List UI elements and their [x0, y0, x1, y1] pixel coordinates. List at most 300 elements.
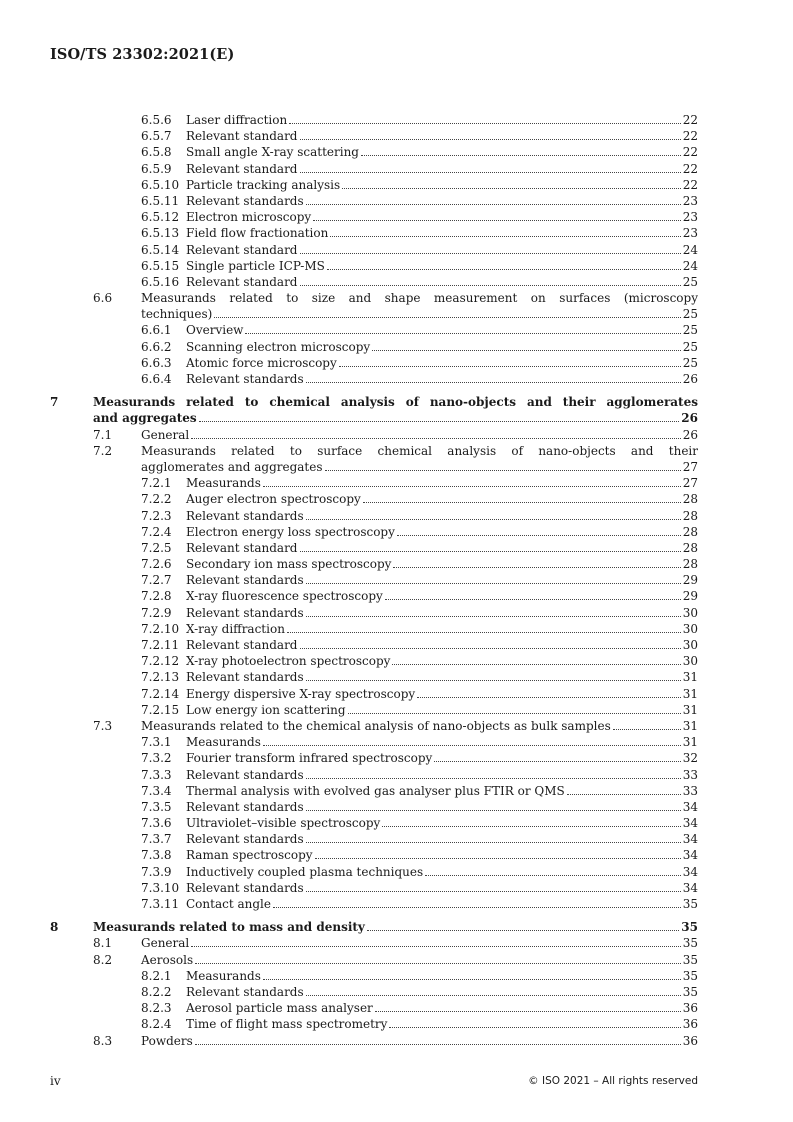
toc-entry-text — [186, 475, 698, 491]
toc-entry-title: Measurands related to the chemical analysis of nano-objects as bulk samples — [141, 718, 611, 733]
toc-entry[interactable] — [50, 258, 698, 274]
toc-entry[interactable] — [50, 556, 698, 572]
toc-entry-number: 7.2.11 — [141, 638, 180, 653]
toc-entry-title-line2: agglomerates and aggregates — [141, 459, 323, 474]
toc-entry-number: 6.6.2 — [141, 339, 172, 354]
toc-entry-title: Relevant standards — [186, 573, 304, 588]
toc-entry-text — [186, 984, 698, 1000]
toc-entry-number: 7 — [50, 395, 59, 410]
toc-entry-page: 22 — [682, 177, 698, 192]
toc-entry-page: 33 — [682, 767, 698, 782]
toc-entry-text — [186, 322, 698, 338]
toc-entry[interactable] — [50, 491, 698, 507]
toc-entry-page: 25 — [682, 339, 698, 354]
toc-entry-page: 24 — [682, 242, 698, 257]
toc-entry-page: 26 — [681, 411, 698, 426]
toc-entry-text — [186, 572, 698, 588]
toc-entry[interactable] — [50, 112, 698, 128]
toc-entry-page: 31 — [682, 670, 698, 685]
toc-entry-text — [186, 686, 698, 702]
toc-entry-number: 6.6.1 — [141, 323, 172, 338]
toc-entry-title: Measurands — [186, 476, 261, 491]
toc-entry-number: 7.3.3 — [141, 767, 172, 782]
toc-entry-page: 25 — [682, 307, 698, 322]
toc-entry-number: 7.2.5 — [141, 540, 172, 555]
toc-entry-number: 6.6 — [93, 291, 113, 306]
toc-entry-text — [186, 225, 698, 241]
toc-entry-text — [186, 637, 698, 653]
table-of-contents — [50, 112, 698, 1049]
dot-leader — [306, 616, 681, 617]
dot-leader — [300, 253, 681, 254]
toc-entry[interactable] — [50, 686, 698, 702]
dot-leader — [375, 1011, 681, 1012]
toc-entry-number: 6.5.12 — [141, 210, 180, 225]
toc-entry-title-line1: Measurands related to size and shape measurement on surfaces (microscopy — [141, 291, 698, 306]
toc-entry-page: 23 — [682, 226, 698, 241]
toc-entry-text — [186, 669, 698, 685]
toc-entry[interactable] — [50, 161, 698, 177]
toc-entry-title: Relevant standard — [186, 161, 298, 176]
toc-entry-title: Aerosols — [141, 952, 194, 967]
toc-entry-title: Relevant standard — [186, 274, 298, 289]
toc-entry-text — [141, 1033, 698, 1049]
toc-entry-title: Ultraviolet–visible spectroscopy — [186, 816, 381, 831]
dot-leader — [389, 1027, 680, 1028]
dot-leader — [195, 1044, 681, 1045]
toc-entry-text — [141, 935, 698, 951]
toc-entry-number: 7.2.10 — [141, 621, 180, 636]
dot-leader — [245, 333, 680, 334]
toc-entry-title-line1: Measurands related to surface chemical analysis of nano-objects and their — [141, 443, 698, 458]
dot-leader — [214, 317, 680, 318]
toc-entry-title: Relevant standards — [186, 767, 304, 782]
toc-entry[interactable] — [50, 718, 698, 734]
toc-entry-number: 6.5.8 — [141, 145, 172, 160]
toc-entry-page: 30 — [682, 638, 698, 653]
toc-entry-page: 35 — [681, 920, 698, 935]
toc-entry-title: General — [141, 427, 190, 442]
toc-entry-title: Relevant standards — [186, 193, 304, 208]
toc-entry-text — [186, 508, 698, 524]
toc-entry-number: 7.2.14 — [141, 686, 180, 701]
toc-entry-number: 7.2.15 — [141, 702, 180, 717]
toc-entry-title: Relevant standard — [186, 540, 298, 555]
toc-entry-text — [186, 112, 698, 128]
toc-entry-title-line1: Measurands related to chemical analysis of nano-objects and their agglomerates — [93, 395, 698, 410]
dot-leader — [306, 842, 681, 843]
toc-entry-page: 32 — [682, 751, 698, 766]
toc-entry[interactable] — [50, 274, 698, 290]
toc-entry[interactable] — [50, 734, 698, 750]
toc-entry-title: Relevant standards — [186, 508, 304, 523]
toc-entry-page: 31 — [682, 686, 698, 701]
toc-entry-text — [186, 274, 698, 290]
toc-entry[interactable] — [50, 524, 698, 540]
toc-entry-page: 28 — [682, 524, 698, 539]
toc-entry[interactable] — [50, 475, 698, 491]
dot-leader — [191, 438, 680, 439]
toc-entry[interactable] — [50, 880, 698, 896]
toc-entry-page: 34 — [682, 832, 698, 847]
toc-entry-title: Atomic force microscopy — [186, 355, 337, 370]
toc-entry[interactable] — [50, 540, 698, 556]
toc-entry-title: X-ray photoelectron spectroscopy — [186, 654, 391, 669]
dot-leader — [300, 648, 681, 649]
toc-entry[interactable] — [50, 242, 698, 258]
toc-entry-title: Relevant standard — [186, 129, 298, 144]
dot-leader — [287, 632, 681, 633]
toc-entry[interactable] — [50, 1000, 698, 1016]
dot-leader — [195, 963, 681, 964]
toc-entry-text — [186, 831, 698, 847]
toc-entry-text — [186, 161, 698, 177]
toc-entry-page: 24 — [682, 258, 698, 273]
toc-entry-text — [186, 896, 698, 912]
dot-leader — [425, 875, 681, 876]
toc-entry[interactable] — [50, 443, 698, 475]
toc-entry-page: 25 — [682, 274, 698, 289]
toc-entry[interactable] — [50, 588, 698, 604]
toc-entry-text — [141, 290, 698, 322]
dot-leader — [367, 930, 679, 931]
toc-entry[interactable] — [50, 1016, 698, 1032]
toc-entry-title: Electron energy loss spectroscopy — [186, 524, 395, 539]
toc-entry-text — [186, 783, 698, 799]
dot-leader — [306, 810, 681, 811]
toc-entry-text — [186, 144, 698, 160]
toc-entry-number: 6.5.11 — [141, 193, 180, 208]
toc-entry-title: X-ray diffraction — [186, 621, 285, 636]
dot-leader — [567, 794, 681, 795]
toc-entry-page: 25 — [682, 355, 698, 370]
toc-entry-text — [141, 718, 698, 734]
toc-entry-title: Single particle ICP-MS — [186, 258, 325, 273]
toc-entry-page: 35 — [682, 968, 698, 983]
toc-entry[interactable] — [50, 427, 698, 443]
toc-entry-number: 7.3.8 — [141, 848, 172, 863]
dot-leader — [315, 858, 681, 859]
toc-entry[interactable] — [50, 225, 698, 241]
toc-entry-title: Relevant standards — [186, 670, 304, 685]
toc-entry[interactable] — [50, 572, 698, 588]
toc-entry[interactable] — [50, 935, 698, 951]
dot-leader — [330, 236, 680, 237]
toc-entry-title: Electron microscopy — [186, 210, 312, 225]
toc-entry-title: Time of flight mass spectrometry — [186, 1017, 388, 1032]
toc-entry-page: 34 — [682, 864, 698, 879]
toc-entry-title: Contact angle — [186, 897, 271, 912]
toc-entry-text — [186, 491, 698, 507]
toc-entry-page: 34 — [682, 880, 698, 895]
toc-entry-text — [186, 209, 698, 225]
toc-entry[interactable] — [50, 653, 698, 669]
toc-entry-number: 8.2.2 — [141, 984, 172, 999]
dot-leader — [325, 470, 681, 471]
toc-entry[interactable] — [50, 637, 698, 653]
toc-entry-number: 6.5.16 — [141, 274, 180, 289]
toc-entry[interactable] — [50, 767, 698, 783]
toc-entry-number: 8.2 — [93, 952, 113, 967]
toc-entry-title: Measurands related to mass and density — [93, 920, 365, 935]
toc-entry-title: Overview — [186, 323, 244, 338]
toc-entry[interactable] — [50, 621, 698, 637]
toc-entry-text — [141, 443, 698, 475]
dot-leader — [306, 995, 681, 996]
toc-entry-page: 36 — [682, 1033, 698, 1048]
toc-entry-title-line2: and aggregates — [93, 411, 197, 426]
toc-entry-text — [186, 588, 698, 604]
toc-entry-title: Energy dispersive X-ray spectroscopy — [186, 686, 416, 701]
toc-entry-number: 7.3.6 — [141, 816, 172, 831]
toc-entry-text — [186, 1000, 698, 1016]
toc-entry-number: 8.2.1 — [141, 968, 172, 983]
dot-leader — [306, 680, 681, 681]
toc-entry-title: Inductively coupled plasma techniques — [186, 864, 424, 879]
dot-leader — [300, 172, 681, 173]
toc-entry-number: 8.2.3 — [141, 1001, 172, 1016]
toc-entry[interactable] — [50, 831, 698, 847]
toc-entry[interactable] — [50, 322, 698, 338]
toc-entry-page: 22 — [682, 161, 698, 176]
dot-leader — [348, 713, 681, 714]
toc-entry-page: 22 — [682, 113, 698, 127]
toc-entry-page: 27 — [682, 459, 698, 474]
toc-entry-number: 6.5.14 — [141, 242, 180, 257]
toc-entry-text — [141, 952, 698, 968]
toc-entry-title: Thermal analysis with evolved gas analyser plus FTIR or QMS — [186, 783, 565, 798]
page-number: iv — [50, 1074, 61, 1088]
dot-leader — [306, 583, 681, 584]
toc-entry[interactable] — [50, 750, 698, 766]
toc-entry-text — [186, 524, 698, 540]
toc-entry-text — [186, 556, 698, 572]
toc-entry-title: X-ray fluorescence spectroscopy — [186, 589, 383, 604]
toc-entry-number: 6.6.4 — [141, 372, 172, 387]
dot-leader — [361, 155, 681, 156]
dot-leader — [263, 979, 681, 980]
toc-entry-number: 7.3.7 — [141, 832, 172, 847]
toc-entry-number: 7.3.1 — [141, 735, 172, 750]
toc-entry-page: 34 — [682, 816, 698, 831]
toc-entry-number: 7.3.5 — [141, 799, 172, 814]
toc-entry[interactable] — [50, 193, 698, 209]
toc-entry[interactable] — [50, 605, 698, 621]
toc-entry-page: 26 — [682, 372, 698, 387]
toc-entry-text — [186, 371, 698, 387]
toc-entry[interactable] — [50, 128, 698, 144]
toc-entry[interactable] — [50, 177, 698, 193]
toc-entry-number: 7.2.12 — [141, 654, 180, 669]
toc-entry[interactable] — [50, 847, 698, 863]
toc-entry[interactable] — [50, 919, 698, 935]
toc-entry-page: 22 — [682, 145, 698, 160]
toc-entry-number: 7.2 — [93, 443, 113, 458]
toc-entry-title: Relevant standards — [186, 832, 304, 847]
toc-entry-text — [186, 734, 698, 750]
toc-entry[interactable] — [50, 864, 698, 880]
toc-entry-title: Aerosol particle mass analyser — [186, 1001, 373, 1016]
dot-leader — [613, 729, 681, 730]
dot-leader — [417, 697, 681, 698]
toc-entry-page: 35 — [682, 952, 698, 967]
dot-leader — [300, 139, 681, 140]
toc-entry[interactable] — [50, 702, 698, 718]
toc-entry[interactable] — [50, 783, 698, 799]
toc-entry-title: Measurands — [186, 968, 261, 983]
toc-entry-title: Field flow fractionation — [186, 226, 329, 241]
toc-entry[interactable] — [50, 394, 698, 426]
dot-leader — [263, 745, 681, 746]
toc-entry-page: 33 — [682, 783, 698, 798]
toc-entry-number: 7.3.11 — [141, 897, 180, 912]
toc-entry-text — [186, 355, 698, 371]
toc-entry-number: 6.5.13 — [141, 226, 180, 241]
toc-entry-number: 7.2.6 — [141, 557, 172, 572]
dot-leader — [300, 285, 681, 286]
dot-leader — [306, 891, 681, 892]
toc-entry-title: Secondary ion mass spectroscopy — [186, 557, 392, 572]
copyright-notice: © ISO 2021 – All rights reserved — [528, 1075, 698, 1087]
toc-entry-page: 27 — [682, 476, 698, 491]
toc-entry-text — [186, 177, 698, 193]
dot-leader — [306, 382, 681, 383]
toc-entry-page: 30 — [682, 621, 698, 636]
toc-entry-page: 35 — [682, 936, 698, 951]
toc-entry[interactable] — [50, 952, 698, 968]
toc-entry-page: 29 — [682, 589, 698, 604]
toc-entry-text — [186, 258, 698, 274]
toc-entry-title: Relevant standard — [186, 638, 298, 653]
toc-entry[interactable] — [50, 290, 698, 322]
dot-leader — [397, 535, 681, 536]
toc-entry-number: 7.3.4 — [141, 783, 172, 798]
toc-entry[interactable] — [50, 144, 698, 160]
dot-leader — [342, 188, 681, 189]
toc-entry-page: 34 — [682, 799, 698, 814]
toc-entry-text — [186, 968, 698, 984]
dot-leader — [306, 778, 681, 779]
dot-leader — [434, 761, 680, 762]
toc-entry-title: Small angle X-ray scattering — [186, 145, 359, 160]
toc-entry-page: 36 — [682, 1017, 698, 1032]
toc-entry-page: 36 — [682, 1001, 698, 1016]
toc-entry-text — [186, 847, 698, 863]
dot-leader — [313, 220, 681, 221]
toc-entry-title: Relevant standard — [186, 242, 298, 257]
toc-entry-number: 6.5.7 — [141, 129, 172, 144]
toc-entry[interactable] — [50, 1033, 698, 1049]
dot-leader — [306, 204, 681, 205]
toc-entry-page: 28 — [682, 492, 698, 507]
toc-entry-page: 31 — [682, 735, 698, 750]
toc-entry-text — [186, 750, 698, 766]
toc-entry-page: 30 — [682, 605, 698, 620]
dot-leader — [382, 826, 680, 827]
toc-entry-number: 7.2.13 — [141, 670, 180, 685]
toc-entry[interactable] — [50, 968, 698, 984]
toc-entry-title: Particle tracking analysis — [186, 177, 341, 192]
toc-entry-title: Scanning electron microscopy — [186, 339, 371, 354]
toc-entry-page: 35 — [682, 984, 698, 999]
toc-entry-title: Measurands — [186, 735, 261, 750]
dot-leader — [191, 946, 680, 947]
toc-entry-title: Fourier transform infrared spectroscopy — [186, 751, 433, 766]
toc-entry-title: Relevant standards — [186, 799, 304, 814]
toc-entry-page: 28 — [682, 508, 698, 523]
toc-entry[interactable] — [50, 371, 698, 387]
toc-entry-page: 26 — [682, 427, 698, 442]
toc-entry-title: Relevant standards — [186, 605, 304, 620]
toc-entry-page: 22 — [682, 129, 698, 144]
toc-entry-number: 7.2.2 — [141, 492, 172, 507]
toc-entry-page: 35 — [682, 897, 698, 912]
toc-entry-text — [186, 815, 698, 831]
toc-entry-title: Raman spectroscopy — [186, 848, 313, 863]
toc-entry-number: 6.5.15 — [141, 258, 180, 273]
toc-entry[interactable] — [50, 896, 698, 912]
toc-entry-number: 6.5.10 — [141, 177, 180, 192]
toc-entry-number: 8.1 — [93, 936, 113, 951]
toc-entry[interactable] — [50, 799, 698, 815]
toc-entry-number: 8 — [50, 920, 59, 935]
toc-entry-text — [186, 653, 698, 669]
dot-leader — [300, 551, 681, 552]
toc-entry-text — [93, 919, 698, 935]
toc-entry-number: 7.2.4 — [141, 524, 172, 539]
dot-leader — [339, 366, 681, 367]
toc-entry[interactable] — [50, 984, 698, 1000]
toc-entry[interactable] — [50, 339, 698, 355]
dot-leader — [306, 519, 681, 520]
dot-leader — [372, 350, 681, 351]
dot-leader — [327, 269, 681, 270]
toc-entry-text — [186, 242, 698, 258]
toc-entry-title: Relevant standards — [186, 372, 304, 387]
toc-entry[interactable] — [50, 209, 698, 225]
toc-entry-title: Laser diffraction — [186, 113, 288, 127]
toc-entry-number: 7.3 — [93, 718, 113, 733]
toc-entry-title: General — [141, 936, 190, 951]
toc-entry-number: 7.2.8 — [141, 589, 172, 604]
toc-entry-text — [186, 767, 698, 783]
toc-entry-text — [186, 702, 698, 718]
toc-entry-text — [186, 339, 698, 355]
toc-entry-number: 7.3.10 — [141, 880, 180, 895]
toc-entry-number: 7.3.2 — [141, 751, 172, 766]
toc-entry-text — [93, 394, 698, 426]
toc-entry-page: 23 — [682, 193, 698, 208]
toc-entry-text — [186, 864, 698, 880]
toc-entry[interactable] — [50, 815, 698, 831]
toc-entry[interactable] — [50, 669, 698, 685]
toc-entry-number: 6.6.3 — [141, 355, 172, 370]
toc-entry[interactable] — [50, 508, 698, 524]
toc-entry-text — [186, 540, 698, 556]
toc-entry-text — [186, 799, 698, 815]
toc-entry[interactable] — [50, 355, 698, 371]
toc-entry-number: 7.2.3 — [141, 508, 172, 523]
toc-entry-title-line2: techniques) — [141, 307, 213, 322]
toc-entry-page: 28 — [682, 557, 698, 572]
toc-entry-number: 6.5.6 — [141, 113, 172, 127]
toc-entry-page: 23 — [682, 210, 698, 225]
toc-entry-number: 7.1 — [93, 427, 113, 442]
dot-leader — [289, 123, 681, 124]
toc-entry-title: Relevant standards — [186, 880, 304, 895]
dot-leader — [263, 486, 681, 487]
toc-entry-text — [186, 193, 698, 209]
